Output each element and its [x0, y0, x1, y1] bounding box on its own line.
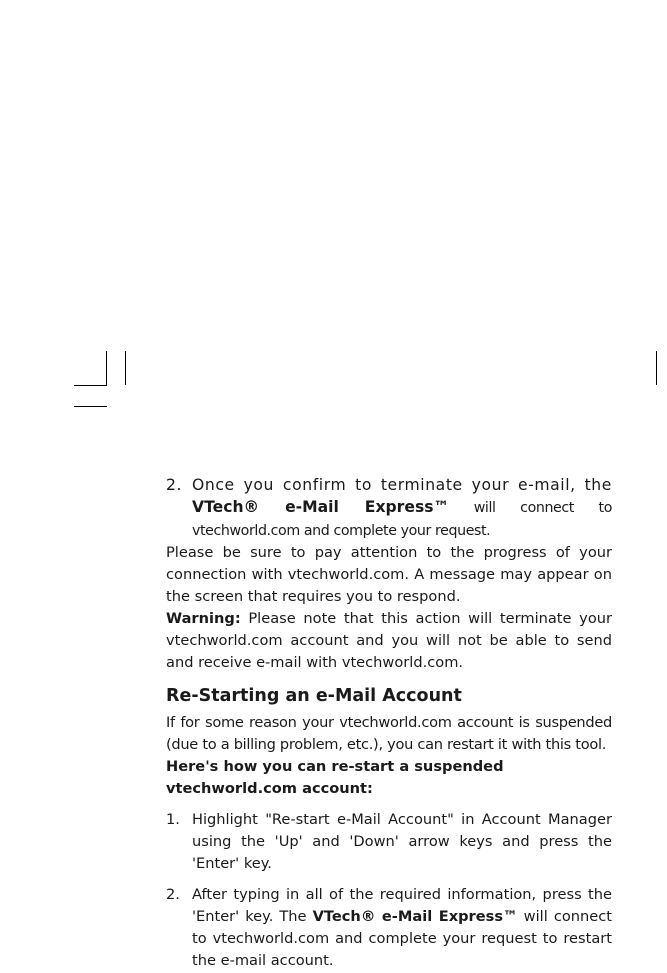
step-2-terminate [166, 474, 612, 542]
section-heading: Re-Starting an e-Mail Account [166, 686, 462, 706]
intro-paragraph: If for some reason your vtechworld.com account is suspended (due to a billing problem, etc.), you can restart it with this tool. [166, 714, 612, 753]
progress-note: Please be sure to pay attention to the progress of your connection with vtechworld.com. A message may appear on the screen that requires you to respond. [166, 544, 612, 605]
warning-paragraph [166, 608, 612, 674]
step-text: Highlight "Re-start e-Mail Account" in Account Manager using the 'Up' and 'Down' arrow keys and press the 'Enter' key. [192, 811, 612, 872]
step-2-restart [166, 884, 612, 972]
crop-mark-bottom-horizontal [74, 406, 107, 407]
step-number: 2. [166, 886, 180, 903]
warning-text: Please note that this action will terminate your vtechworld.com account and you will not be able to send and receive e-mail with vtechworld.com. [166, 610, 612, 671]
step-text: After typing in all of the required information, press the 'Enter' key. The VTech® e-Mail Express™ will connect to vtechworld.com and complete your request to restart the e-mail account. [192, 886, 612, 969]
crop-mark-inner-vertical [125, 351, 126, 385]
product-name: VTech® e-Mail Express™ [312, 908, 518, 925]
howto-heading: Here's how you can re-start a suspended vtechworld.com account: [166, 758, 504, 797]
warning-label: Warning: [166, 610, 241, 627]
crop-mark-right-vertical [656, 351, 657, 385]
step-number: 2. [166, 476, 183, 494]
crop-mark-left-horizontal [74, 385, 107, 386]
step-text: Once you confirm to terminate your e-mail, the VTech® e-Mail Express™ will connect to vtechworld.com and complete your request. [192, 476, 612, 539]
step-number: 1. [166, 811, 180, 828]
step-1-highlight [166, 809, 612, 875]
crop-mark-left-vertical [106, 351, 107, 385]
manual-page-content [166, 474, 612, 972]
product-name: VTech® e-Mail Express™ [192, 498, 450, 516]
